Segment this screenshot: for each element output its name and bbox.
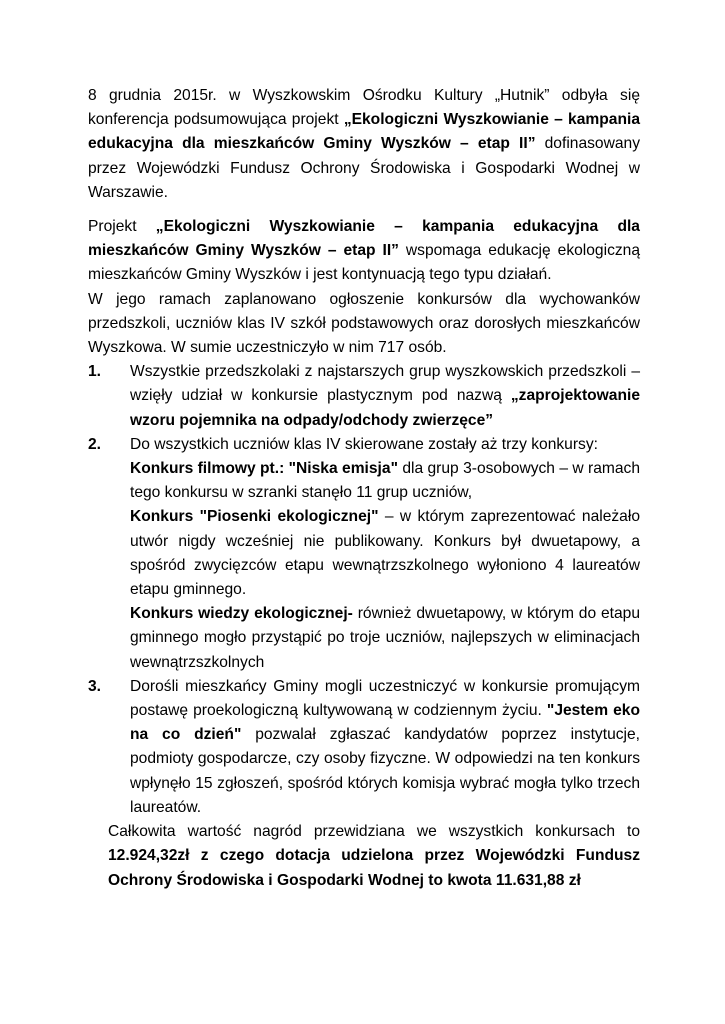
- list-item-lead: Do wszystkich uczniów klas IV skierowane zostały aż trzy konkursy:: [130, 435, 598, 453]
- project-text: Projekt: [88, 218, 156, 236]
- intro-text: 8 grudnia 2015r. w Wyszkowskim Ośrodku Kultury „Hutnik” odbyła się konferencja podsumowująca projekt: [88, 87, 640, 129]
- closing-paragraph: [108, 820, 640, 893]
- contest-name: „zaprojektowanie wzoru pojemnika na odpady/odchody zwierzęce”: [130, 387, 640, 429]
- contest-name: Konkurs filmowy pt.: "Niska emisja": [130, 460, 398, 478]
- list-number: 3.: [88, 677, 102, 695]
- project-title: „Ekologiczni Wyszkowianie – kampania edukacyjna dla mieszkańców Gminy Wyszków – etap II”: [88, 218, 640, 260]
- list-item-body: Wszystkie przedszkolaki z najstarszych grup wyszkowskich przedszkoli – wzięły udział w konkursie plastycznym pod nazwą: [130, 363, 640, 405]
- prize-amount: 12.924,32zł z czego dotacja udzielona przez Wojewódzki Fundusz Ochrony Środowiska i Gospodarki Wodnej to kwota 11.631,88 zł: [108, 847, 640, 889]
- contest-name: Konkurs "Piosenki ekologicznej": [130, 508, 379, 526]
- list-item-1: [88, 360, 640, 433]
- list-number: 1.: [88, 363, 102, 381]
- contest-description: – w którym zaprezentować należało utwór nigdy wcześniej nie publikowany. Konkurs był dwuetapowy, a spośród zwycięzców etapu wewnątrzszkolnego wyłoniono 4 laureatów etapu gminnego.: [130, 508, 640, 599]
- list-item-body: Dorośli mieszkańcy Gminy mogli uczestniczyć w konkursie promującym postawę proekologiczną kultywowaną w codziennym życiu.: [130, 677, 640, 720]
- contest-name: Konkurs wiedzy ekologicznej-: [130, 605, 353, 623]
- contest-description: dla grup 3-osobowych – w ramach tego konkursu w szranki stanęło 11 grup uczniów,: [130, 460, 640, 502]
- project-paragraph: [88, 215, 640, 288]
- closing-text: Całkowita wartość nagród przewidziana we wszystkich konkursach to: [108, 823, 640, 841]
- document-page: [88, 84, 640, 893]
- intro-text-end: dofinasowany przez Wojewódzki Fundusz Ochrony Środowiska i Gospodarki Wodnej w Warszawie.: [88, 135, 640, 201]
- list-item-text: [130, 675, 640, 820]
- project-text-end: wspomaga edukację ekologiczną mieszkańców Gminy Wyszków i jest kontynuacją tego typu działań.: [88, 242, 641, 284]
- list-item-3: [88, 675, 640, 820]
- list-item-text: [130, 360, 640, 433]
- list-number: 2.: [88, 435, 102, 453]
- project-title: „Ekologiczni Wyszkowianie – kampania edukacyjna dla mieszkańców Gminy Wyszków – etap II”: [88, 111, 640, 153]
- contest-song: [130, 505, 640, 602]
- contest-name: "Jestem eko na co dzień": [130, 702, 640, 744]
- contest-film: [130, 457, 640, 505]
- list-item-body-end: pozwalał zgłaszać kandydatów poprzez instytucje, podmioty gospodarcze, czy osoby fizyczne. W odpowiedzi na ten konkurs wpłynęło 15 zgłoszeń, spośród których komisja wybrać mogła tylko trzech laureatów.: [130, 726, 641, 816]
- intro-paragraph: [88, 84, 640, 205]
- contests-intro-paragraph: W jego ramach zaplanowano ogłoszenie konkursów dla wychowanków przedszkoli, uczniów klas IV szkół podstawowych oraz dorosłych mieszkańców Wyszkowa. W sumie uczestniczyło w nim 717 osób.: [88, 290, 640, 357]
- contest-description: również dwuetapowy, w którym do etapu gminnego mogło przystąpić po troje uczniów, najlepszych w eliminacjach wewnątrzszkolnych: [130, 605, 641, 671]
- contest-knowledge: [130, 602, 640, 675]
- list-item-2: [88, 433, 640, 675]
